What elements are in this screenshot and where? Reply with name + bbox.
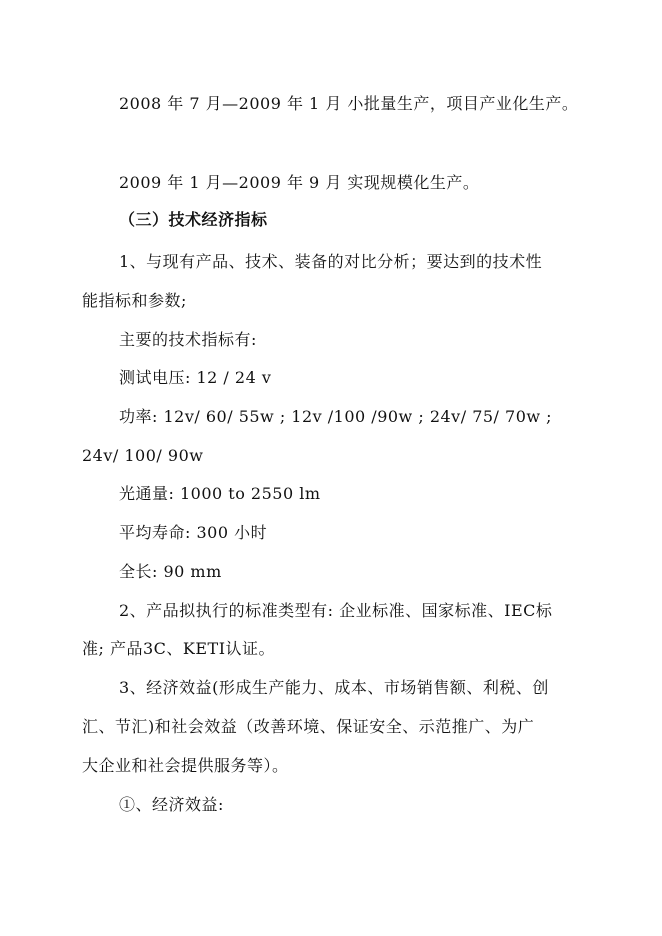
economic-benefit-label: ①、经济效益: [119,795,224,814]
paragraph-1-line-2: 能指标和参数; [82,291,187,310]
schedule-item-1: 2008 年 7 月—2009 年 1 月 小批量生产，项目产业化生产。 [119,94,579,113]
power-line-1: 功率: 12v/ 60/ 55w ; 12v /100 /90w ; 24v/ 75/ 70w ; [119,407,553,426]
schedule-item-2: 2009 年 1 月—2009 年 9 月 实现规模化生产。 [119,173,480,192]
power-line-2: 24v/ 100/ 90w [82,446,204,465]
paragraph-3-line-3: 大企业和社会提供服务等）。 [82,756,289,775]
main-indicators-label: 主要的技术指标有: [119,330,257,349]
paragraph-3-line-2: 汇、节汇)和社会效益（改善环境、保证安全、示范推广、为广 [82,717,535,736]
section-heading: （三）技术经济指标 [119,210,268,229]
paragraph-1-line-1: 1、与现有产品、技术、装备的对比分析；要达到的技术性 [119,252,543,271]
paragraph-2-line-2: 准; 产品3C、KETI认证。 [82,639,276,658]
test-voltage: 测试电压: 12 / 24 v [119,368,272,387]
total-length: 全长: 90 mm [119,562,222,581]
paragraph-3-line-1: 3、经济效益(形成生产能力、成本、市场销售额、利税、创 [119,678,549,697]
average-lifetime: 平均寿命: 300 小时 [119,523,268,542]
luminous-flux: 光通量: 1000 to 2550 lm [119,484,321,503]
paragraph-2-line-1: 2、产品拟执行的标准类型有: 企业标准、国家标准、IEC标 [119,601,553,620]
